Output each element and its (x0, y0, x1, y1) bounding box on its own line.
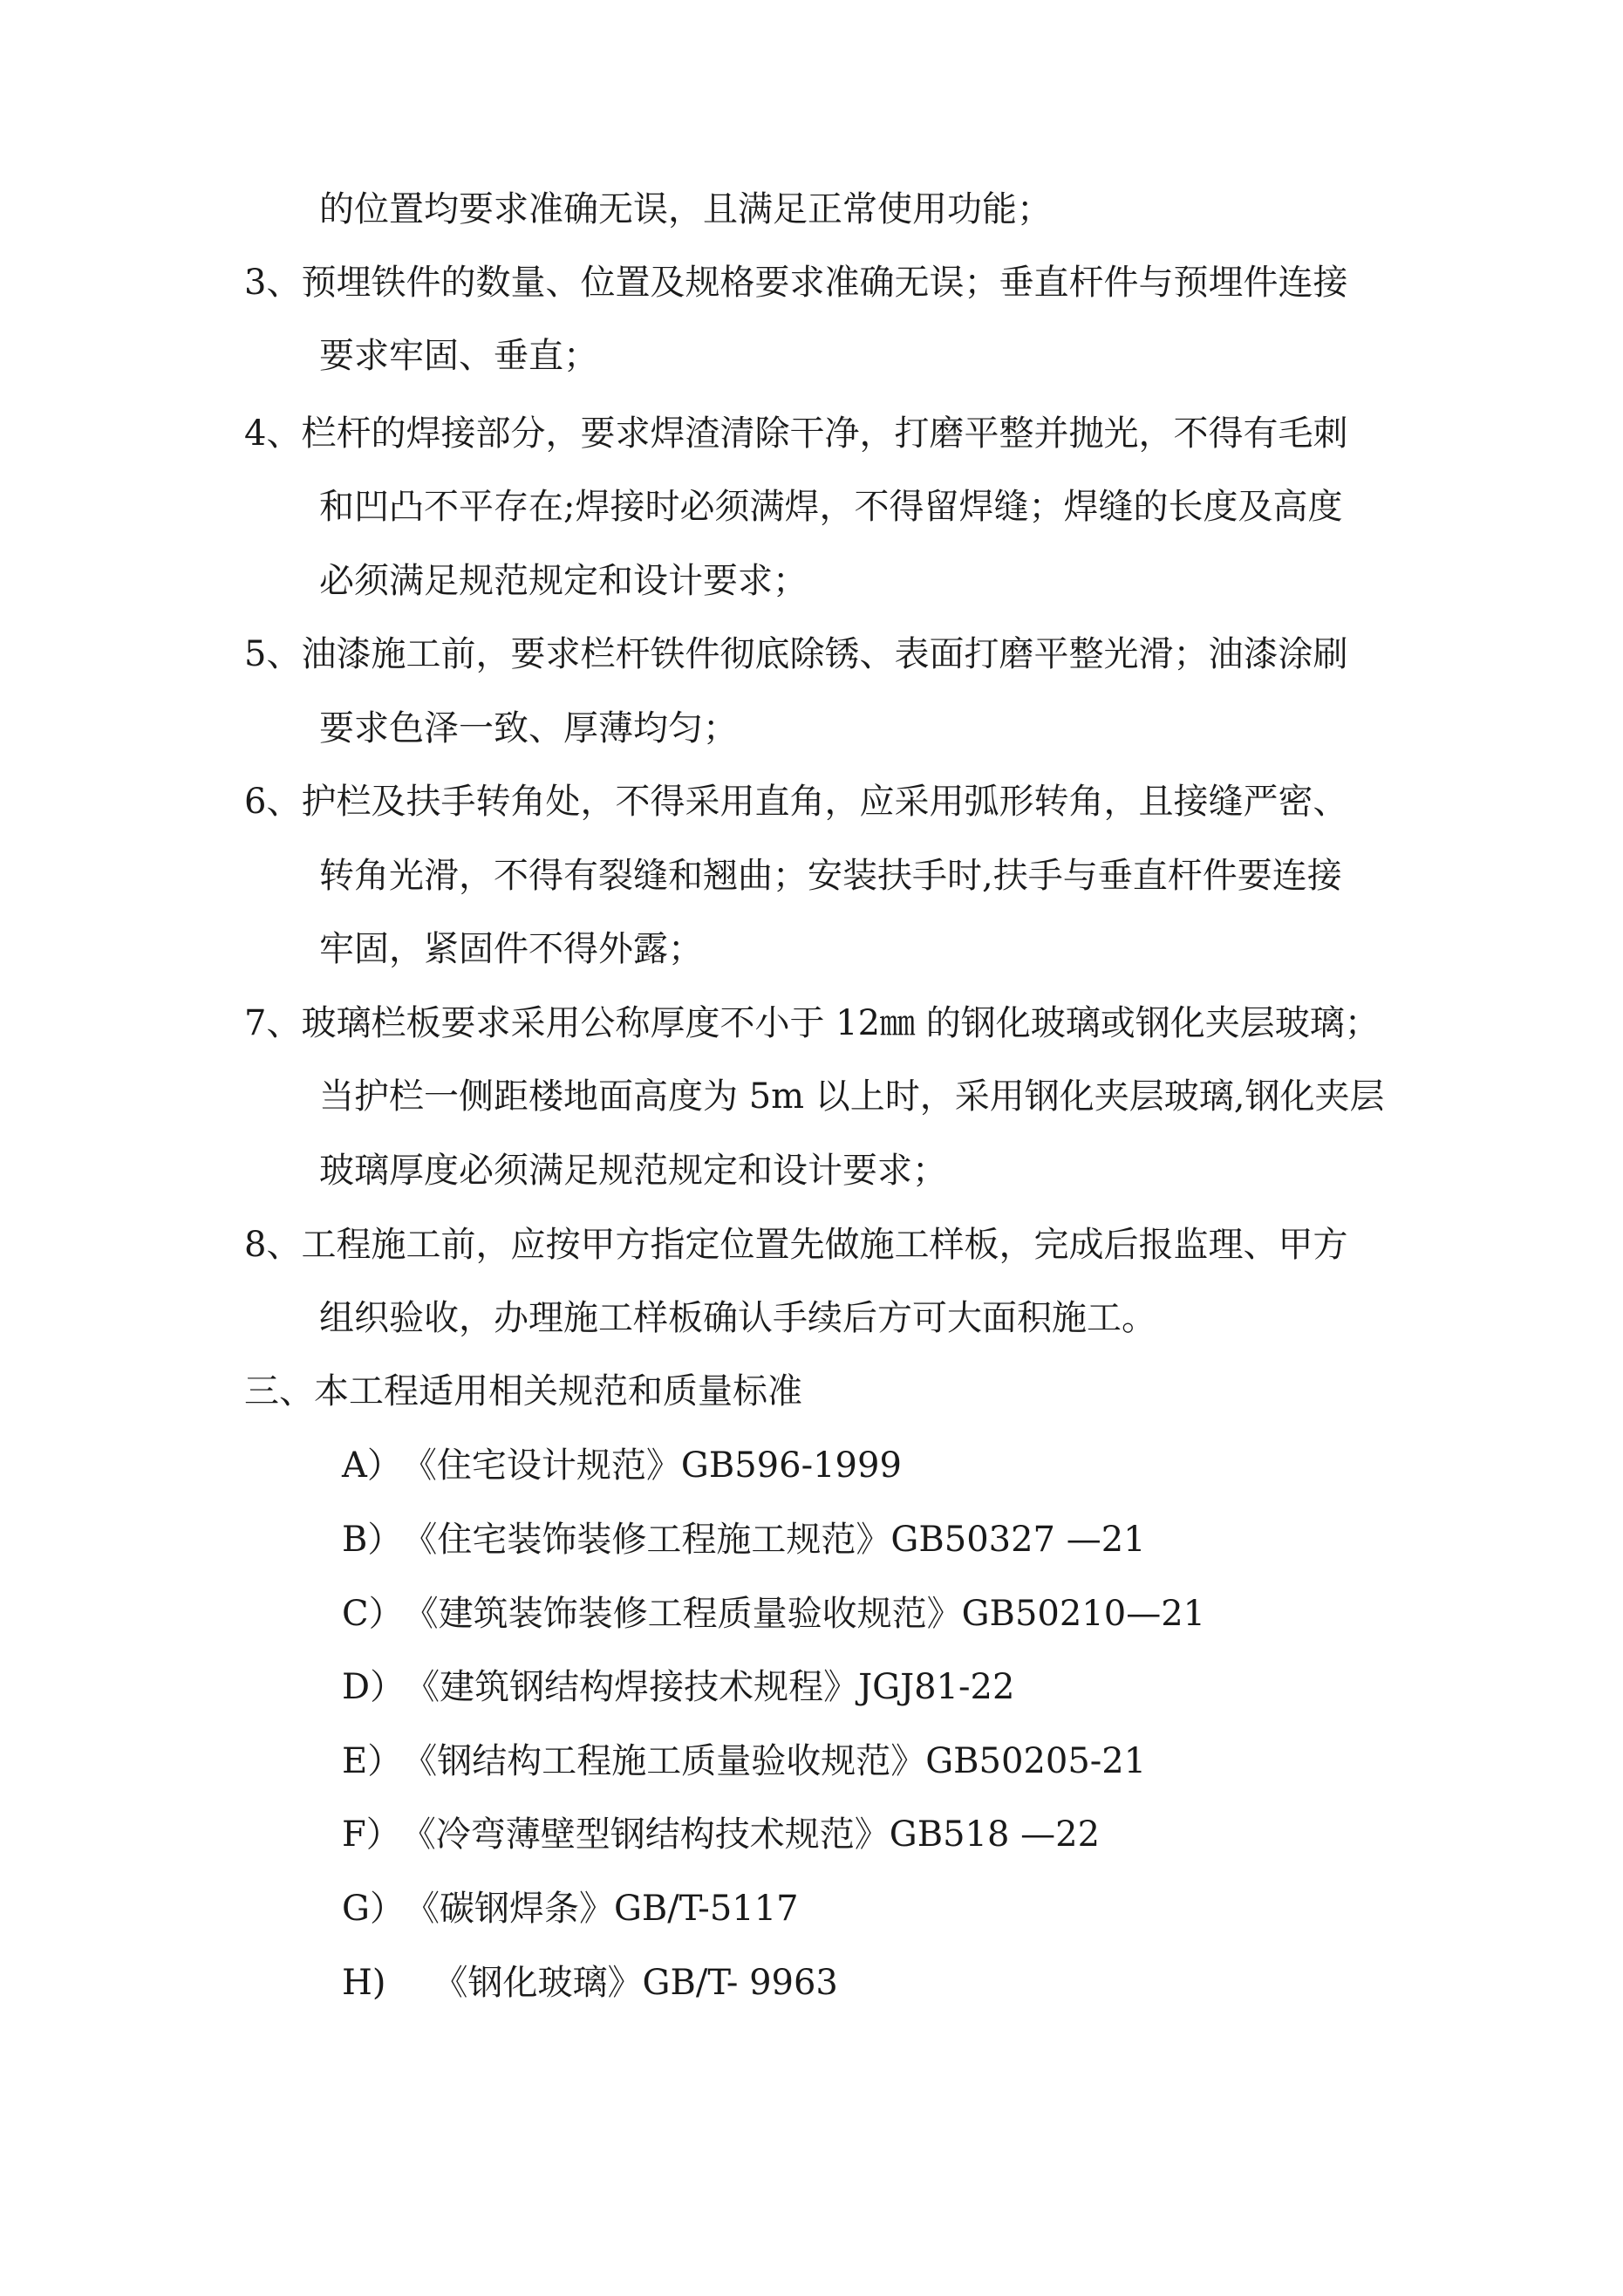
item-number-6: 6、 (244, 782, 302, 822)
reference-text: 《钢结构工程施工质量验收规范》GB50205-21 (402, 1741, 1147, 1781)
list-item-number (244, 781, 1347, 823)
reference-tag: G） (342, 1889, 405, 1929)
list-item-continuation-line (319, 928, 703, 970)
list-item-continuation-line (319, 1297, 1156, 1339)
list-item-continuation-line (319, 335, 598, 377)
reference-tag: D） (342, 1667, 406, 1707)
reference-item (342, 1740, 1146, 1782)
reference-tag: F） (342, 1814, 401, 1855)
reference-tag: E） (342, 1741, 403, 1781)
reference-tag: H) (342, 1963, 386, 2003)
list-item-text: 牢固，紧固件不得外露； (319, 929, 703, 969)
reference-text: 《冷弯薄壁型钢结构技术规范》GB518 —22 (400, 1814, 1101, 1855)
list-item-text: 玻璃厚度必须满足规范规定和设计要求； (319, 1151, 947, 1191)
list-item-text: 栏杆的焊接部分，要求焊渣清除干净，打磨平整并抛光，不得有毛刺 (301, 413, 1348, 454)
reference-item (342, 1519, 1146, 1561)
list-item-text: 工程施工前，应按甲方指定位置先做施工样板，完成后报监理、甲方 (301, 1225, 1348, 1265)
list-item-number (244, 1002, 1380, 1044)
list-item-text: 预埋铁件的数量、位置及规格要求准确无误；垂直杆件与预埋件连接 (301, 263, 1348, 303)
list-item-continuation-line (319, 855, 1342, 897)
item-number-5: 5、 (244, 634, 302, 674)
item-number-8: 8、 (244, 1225, 302, 1265)
reference-item (342, 1445, 902, 1486)
item-number-7: 7、 (244, 1003, 302, 1043)
reference-text: 《住宅设计规范》GB596-1999 (401, 1445, 902, 1486)
list-item-text: 护栏及扶手转角处，不得采用直角，应采用弧形转角，且接缝严密、 (301, 782, 1348, 822)
section-heading: 三、本工程适用相关规范和质量标准 (244, 1371, 802, 1411)
reference-item (342, 1962, 838, 2004)
list-item-number (244, 262, 1347, 304)
list-item-text: 当护栏一侧距楼地面高度为 5m 以上时，采用钢化夹层玻璃,钢化夹层 (319, 1076, 1385, 1117)
list-item-text: 油漆施工前，要求栏杆铁件彻底除锈、表面打磨平整光滑；油漆涂刷 (301, 634, 1348, 674)
list-item-continuation-line (319, 707, 738, 749)
list-item-continuation-line (319, 188, 1052, 230)
list-item-number (244, 633, 1347, 675)
list-item-number (244, 1224, 1347, 1266)
item-number-3: 3、 (244, 263, 302, 303)
reference-text: 《建筑钢结构焊接技术规程》JGJ81-22 (405, 1667, 1015, 1707)
reference-tag: B） (342, 1520, 403, 1560)
list-item-continuation-line (319, 560, 808, 602)
reference-item (342, 1814, 1100, 1855)
list-item-continuation-line (319, 1150, 947, 1192)
list-item-text: 转角光滑，不得有裂缝和翘曲；安装扶手时,扶手与垂直杆件要连接 (319, 856, 1342, 896)
list-item-text: 必须满足规范规定和设计要求； (319, 561, 808, 601)
list-item-text: 的位置均要求准确无误，且满足正常使用功能； (319, 189, 1052, 229)
list-item-number (244, 413, 1347, 454)
list-item-continuation-line (319, 486, 1342, 528)
list-item-text: 要求色泽一致、厚薄均匀； (319, 708, 738, 748)
list-item-text: 和凹凸不平存在;焊接时必须满焊，不得留焊缝；焊缝的长度及高度 (319, 487, 1343, 527)
list-item-text: 要求牢固、垂直； (319, 336, 598, 376)
list-item-text: 玻璃栏板要求采用公称厚度不小于 12㎜ 的钢化玻璃或钢化夹层玻璃； (301, 1003, 1380, 1043)
item-number-4: 4、 (244, 413, 302, 454)
list-item-continuation-line (319, 1076, 1385, 1117)
reference-item (342, 1666, 1014, 1708)
reference-tag: A） (342, 1445, 402, 1486)
reference-text: 《住宅装饰装修工程施工规范》GB50327 —21 (402, 1520, 1146, 1560)
reference-text: 《建筑装饰装修工程质量验收规范》GB50210—21 (403, 1594, 1206, 1634)
list-item-text: 组织验收，办理施工样板确认手续后方可大面积施工。 (319, 1298, 1156, 1338)
reference-text: 《碳钢焊条》GB/T-5117 (404, 1889, 799, 1929)
reference-text: 《钢化玻璃》GB/T- 9963 (433, 1963, 838, 2003)
reference-item (342, 1593, 1205, 1635)
reference-item (342, 1888, 799, 1930)
reference-tag: C） (342, 1594, 404, 1634)
